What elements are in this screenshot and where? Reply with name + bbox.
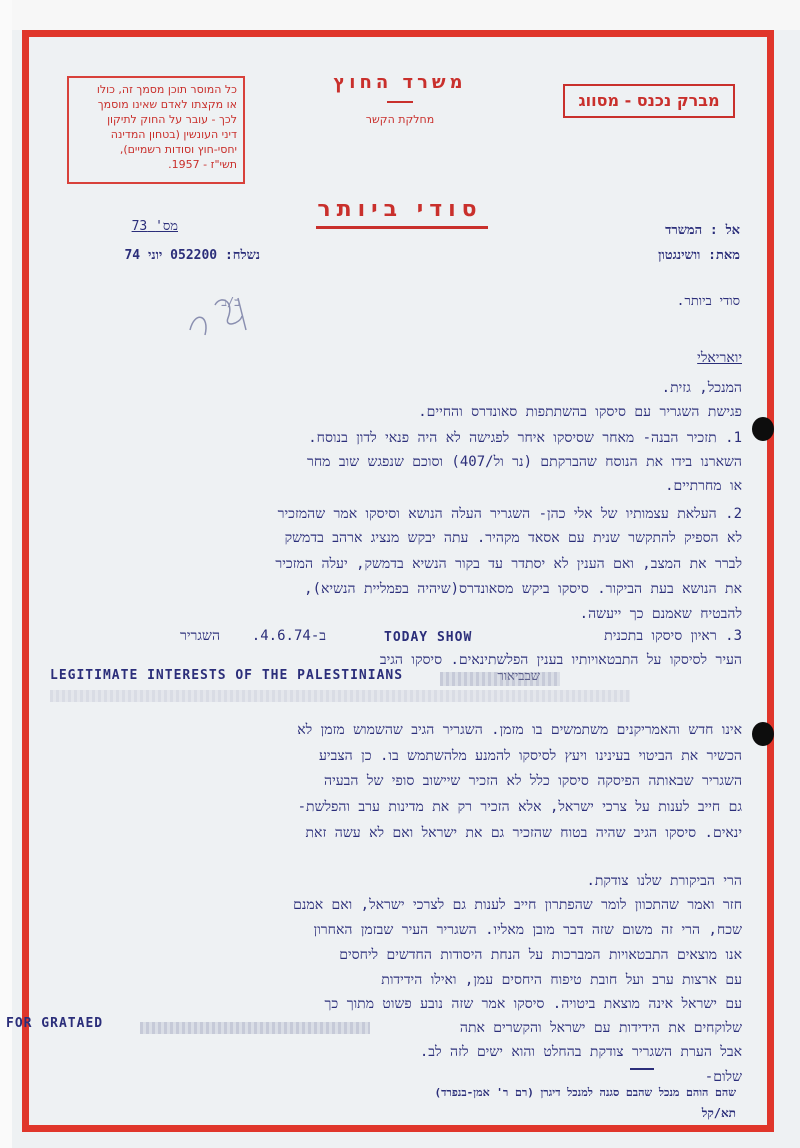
body-line: את הנושא בעת הביקור. סיסקו ביקש מסאונדרס(שיהיה בפמליית הנשיא), — [304, 581, 742, 597]
punch-hole — [752, 417, 774, 441]
body-line: העיר לסיסקו על התבטאויותיו בענין הפלשתינאים. סיסקו הגיב — [379, 652, 742, 668]
body-line: הכשיר את הביטוי בעינינו ויעץ לסיסקו להמנע מלהשתמש בו. כן הצביע — [319, 748, 742, 764]
ministry-name: משרד החוץ — [333, 72, 467, 93]
legitimate-interests-text: LEGITIMATE INTERESTS OF THE PALESTINIANS — [50, 668, 404, 683]
to-line: אל : המשרד — [665, 223, 740, 238]
body-line: שלוקחים את הידידות עם ישראל והקשרים אתה — [459, 1020, 742, 1036]
addressee: יואריאלי — [697, 350, 742, 366]
body-line: שלום- — [704, 1069, 742, 1085]
stamp-line: דיני העונשין (בטחון המדינה — [110, 128, 237, 141]
body-line: עם ישראל אינה מוצאת ביטויה. סיסקו אמר שזה נובע פשוט מתוך כך — [324, 996, 742, 1012]
scan-edge-left — [0, 0, 12, 1148]
body-line: השארנו בידו את הנוסח שהברקתם (נר ול/407) וסוכם שנפגש שוב מחר — [306, 454, 742, 470]
body-line: אנו מוצאים התבטאויות המברכות על הנחת היסודות החדשים ליחסים — [339, 947, 742, 963]
ambassador-text: השגריר — [179, 628, 220, 644]
classification-underline — [316, 226, 488, 229]
body-line: להבטיח שאמנם כך ייעשה. — [579, 606, 742, 622]
body-line: השגריר שבאותה הפיסקה סיסקו כלל לא הזכיר שיישוב סופי של הבעיה — [324, 773, 742, 789]
ministry-header — [300, 72, 500, 126]
sent-line: נשלח: 052200 יוני 74 — [124, 248, 260, 263]
secret-line: סודי ביותר. — [676, 294, 740, 309]
body-line: גם חייב לענות על צרכי ישראל, אלא הזכיר רק את מדינות ערב והפלשת- — [297, 799, 742, 815]
redacted-line — [50, 690, 630, 702]
body-line: אבל הערת השגריר צודקת בהחלט והוא ישים לזה לב. — [419, 1044, 742, 1060]
today-show-text: TODAY SHOW — [384, 630, 473, 645]
body-line: הרי הביקורת שלנו צודקת. — [586, 873, 742, 889]
body-line: שכח, הרי זה משום שזה דבר מובן מאליו. השגריר העיר שבזמן האחרון — [313, 922, 742, 938]
cable-number — [120, 218, 178, 234]
stamp-line: או מקצתו לאדם שאינו מוסמך — [97, 98, 237, 111]
body-line: לא הספיק להתקשר שנית עם אסאד מקהיר. עתה יבקש מנציג ארהב בדמשק — [284, 530, 742, 546]
stamp-line: תשי"ז - 1957. — [168, 158, 237, 171]
stamp-line: כל המוסר תוכן מסמך זה, כולו — [96, 83, 237, 96]
scan-edge-top — [0, 0, 800, 30]
header-divider — [387, 101, 413, 103]
cable-number-value: 73 — [131, 219, 148, 234]
handwriting-text: ב/ב — [221, 295, 240, 309]
body-line: המנכל, גזית. — [661, 380, 742, 396]
body-line: 2. העלאת עצמותיו של אלי כהן- השגריר העלה הנושא וסיסקו אמר שהמזכיר — [277, 506, 742, 522]
department-name: מחלקת הקשר — [365, 113, 435, 126]
distribution-note: שהם הוהם מנכל שהבם סגנה למנכל דיגרן (רם ר' אמן-בנפרד) — [434, 1086, 736, 1099]
for-gratad-text: FOR GRATAED — [6, 1016, 104, 1031]
body-line: 3. ראיון סיסקו בתכנית — [604, 628, 742, 644]
cable-number-label: מס' — [155, 219, 178, 234]
body-line: 1. תזכיר הבנה- מאחר שסיסקו איחר לפגישה לא היה פנאי לדון בנוסח. — [308, 430, 742, 446]
from-line: מאת: וושינגטון — [658, 248, 740, 263]
stamp-line: יחסי-חוץ וסודות רשמיים), — [119, 143, 237, 156]
body-line: ינאים. סיסקו הגיב שהיה בטוח שהזכיר גם את ישראל ואם לא עשה זאת — [305, 825, 742, 841]
cable-type-box: מברק נכנס - מסווג — [563, 84, 735, 118]
body-line: אינו חדש והאמריקנים משתמשים בו מזמן. השגריר הגיב שהשמוש מזמן לא — [297, 722, 742, 738]
redacted-area — [140, 1022, 370, 1034]
body-line: או מחרתיים. — [665, 478, 742, 494]
body-line: חזר ואמר שהתכוון לומר שהפתרון חייב לענות גם לצרכי ישראל, ואם אמנם — [293, 897, 742, 913]
body-line: לברר את המצב, ואם הענין לא יסתדר עד בקור הנשיא בדמשק, יעלה המזכיר — [275, 556, 742, 572]
legal-warning-stamp — [67, 76, 245, 184]
body-line: עם ארצות ערב ועל חובת טיפוח היחסים עמן, ואילו הידידות — [381, 972, 742, 988]
stamp-line: לכך - עובר על החוק לתיקון — [107, 113, 237, 126]
handwritten-fragment: שבביאור — [497, 669, 540, 684]
body-line: פגישת השגריר עם סיסקו בהשתתפות סאונדרס והחיים. — [418, 404, 742, 420]
signature-rule — [630, 1068, 654, 1070]
date-text: ב-4.6.74. — [251, 628, 326, 644]
punch-hole — [752, 722, 774, 746]
footer-code: תא/קל — [701, 1106, 736, 1120]
classification-title: סודי ביותר — [317, 197, 483, 222]
